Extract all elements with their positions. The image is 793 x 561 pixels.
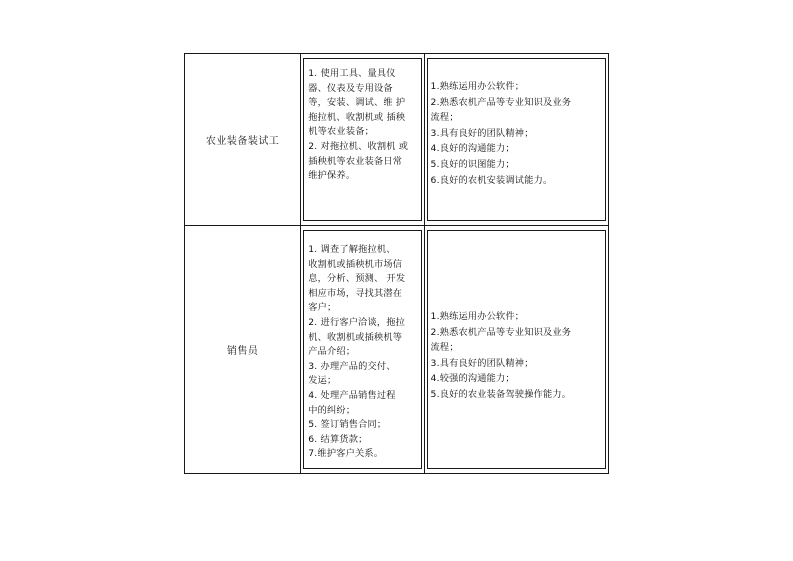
table-row (185, 54, 609, 226)
duty-line: 2. 进行客户洽谈，拖拉 (308, 316, 406, 328)
duty-line: 产品介绍； (308, 346, 356, 358)
requirement-line: 流程； (430, 342, 459, 354)
duty-line: 3. 办理产品的交付、 (308, 360, 396, 372)
requirement-line: 2.熟悉农机产品等专业知识及业务 (430, 326, 572, 338)
requirement-line: 5.良好的农业装备驾驶操作能力。 (430, 388, 572, 400)
duty-line: 中的纠纷； (308, 404, 356, 416)
requirement-line: 3.具有良好的团队精神； (430, 127, 534, 139)
requirement-line: 1.熟练运用办公软件； (430, 311, 525, 322)
job-requirements-cell (424, 226, 608, 474)
duty-line: 等，安装、调试、维 护 (308, 97, 406, 109)
duty-line: 收割机或插秧机市场信 (308, 258, 403, 270)
job-requirements-cell (424, 54, 608, 226)
duty-line: 1. 调查了解拖拉机、 (308, 244, 396, 255)
duty-line: 维护保养。 (308, 170, 356, 182)
job-duties-box (303, 230, 421, 469)
job-title-cell (185, 54, 301, 226)
duty-line: 4. 处理产品销售过程 (308, 389, 396, 401)
requirement-line: 3.具有良好的团队精神； (430, 357, 534, 369)
duty-line: 6. 结算货款； (308, 433, 368, 445)
job-title-cell (185, 226, 301, 474)
duty-line: 插秧机等农业装备日常 (308, 155, 403, 167)
duty-line: 发运； (308, 375, 337, 387)
requirement-line: 流程； (430, 112, 459, 124)
job-title: 农业装备装试工 (205, 136, 280, 147)
duty-line: 息，分析、预测、 开发 (308, 273, 406, 285)
job-duties-cell (301, 54, 424, 226)
table-row (185, 226, 609, 474)
duty-line: 器、仪表及专用设备 (308, 82, 393, 94)
duty-line: 5. 签订销售合同； (308, 419, 387, 431)
requirement-line: 4.良好的沟通能力； (430, 143, 515, 155)
duty-line: 7.维护客户关系。 (308, 448, 384, 460)
job-duties-cell (301, 226, 424, 474)
duty-line: 机、收割机或插秧机等 (308, 331, 403, 343)
job-duties-box (303, 58, 421, 221)
requirement-line: 1.熟练运用办公软件； (430, 81, 525, 92)
duty-line: 客户； (308, 302, 337, 314)
requirement-line: 4.较强的沟通能力； (430, 373, 515, 385)
duty-line: 拖拉机、收割机或 插秧 (308, 111, 406, 123)
job-requirements-box (427, 58, 606, 221)
job-title: 销售员 (226, 346, 259, 357)
duty-line: 机等农业装备； (308, 126, 374, 138)
duty-line: 2. 对拖拉机、收割机 或 (308, 140, 409, 152)
job-requirements-table (184, 53, 609, 474)
requirement-line: 6.良好的农机安装调试能力。 (430, 174, 553, 186)
duty-line: 1. 使用工具、量具仪 (308, 68, 396, 79)
requirement-line: 2.熟悉农机产品等专业知识及业务 (430, 96, 572, 108)
duty-line: 相应市场，寻找其潜在 (308, 287, 403, 299)
requirement-line: 5.良好的识图能力； (430, 158, 515, 170)
job-requirements-box (427, 230, 606, 469)
